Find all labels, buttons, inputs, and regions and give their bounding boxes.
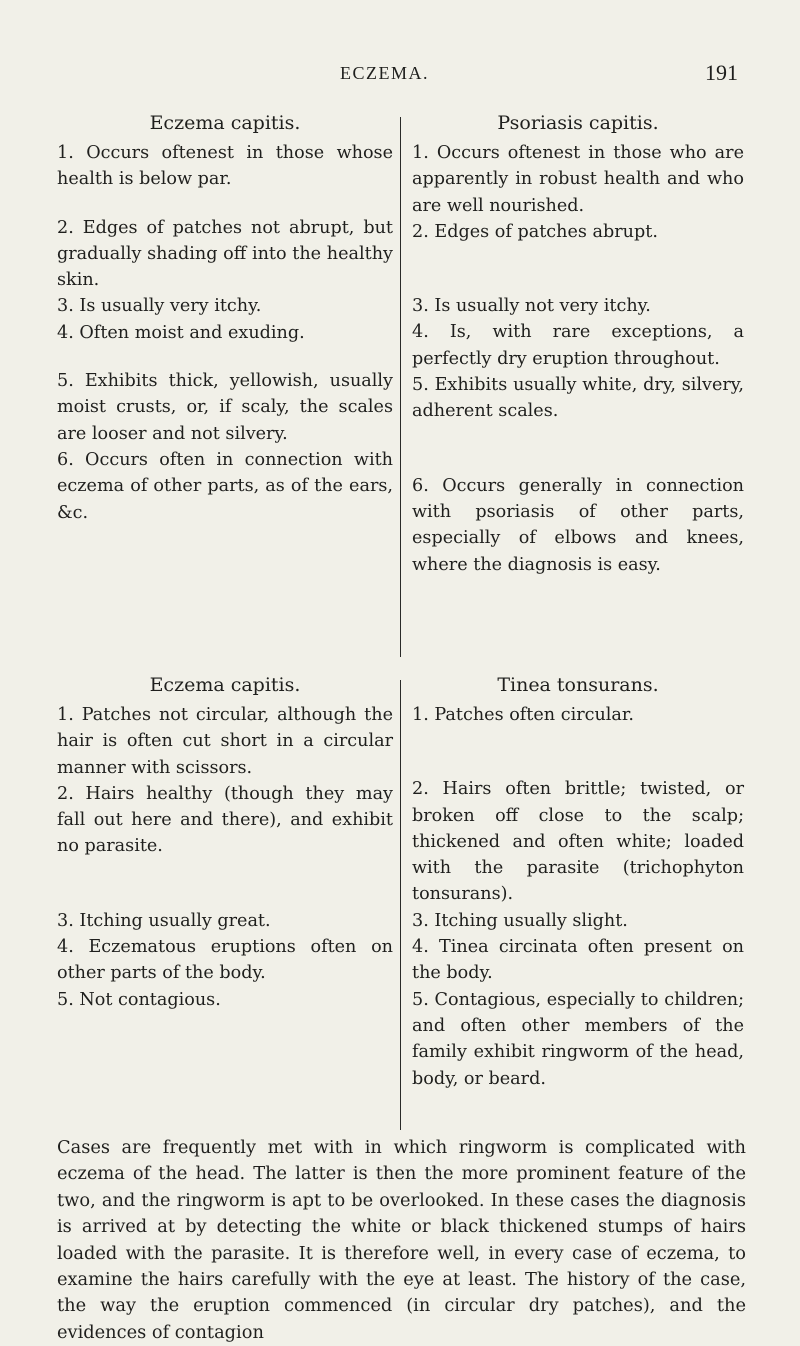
table2-right-item-3: 3. Itching usually slight. xyxy=(412,910,628,931)
table2-left-column xyxy=(57,672,393,1013)
page-header xyxy=(0,60,800,87)
table2-left-item-5: 5. Not contagious. xyxy=(57,989,221,1010)
table1-right-heading: Psoriasis capitis. xyxy=(497,112,659,134)
table2-right-item-5: 5. Contagious, especially to children; and often other members of the family exhibit ringworm of the head, body, or beard. xyxy=(412,989,744,1089)
table1-column-divider xyxy=(400,117,401,657)
table1-left-item-6: 6. Occurs often in connection with eczema of other parts, as of the ears, &c. xyxy=(57,449,393,523)
table2-left-item-2: 2. Hairs healthy (though they may fall out here and there), and exhibit no parasite. xyxy=(57,783,393,857)
table2-right-item-2: 2. Hairs often brittle; twisted, or broken off close to the scalp; thickened and often white; loaded with the parasite (trichophyton tonsurans). xyxy=(412,779,744,905)
table1-left-item-5: 5. Exhibits thick, yellowish, usually moist crusts, or, if scaly, the scales are looser and not silvery. xyxy=(57,371,393,444)
table2-right-item-4: 4. Tinea circinata often present on the body. xyxy=(412,937,744,984)
table2-left-item-4: 4. Eczematous eruptions often on other parts of the body. xyxy=(57,937,393,984)
table2-left-heading: Eczema capitis. xyxy=(149,674,301,696)
table1-right-item-2: 2. Edges of patches abrupt. xyxy=(412,221,658,242)
table2-right-heading: Tinea tonsurans. xyxy=(497,674,659,696)
table2-right-item-1: 1. Patches often circular. xyxy=(412,705,634,725)
table1-left-item-1: 1. Occurs oftenest in those whose health is below par. xyxy=(57,143,393,190)
table2-left-item-1: 1. Patches not circular, although the hair is often cut short in a circular manner with scissors. xyxy=(57,705,393,778)
table1-left-item-2: 2. Edges of patches not abrupt, but gradually shading off into the healthy skin. xyxy=(57,217,393,291)
table1-right-item-4: 4. Is, with rare exceptions, a perfectly dry eruption throughout. xyxy=(412,322,744,369)
table1-right-item-5: 5. Exhibits usually white, dry, silvery, adherent scales. xyxy=(412,375,744,422)
table1-right-item-1: 1. Occurs oftenest in those who are apparently in robust health and who are well nourished. xyxy=(412,143,744,216)
table2-left-item-3: 3. Itching usually great. xyxy=(57,910,271,931)
table2-column-divider xyxy=(400,680,401,1130)
body-paragraph xyxy=(57,1135,746,1346)
table1-left-heading: Eczema capitis. xyxy=(149,112,301,134)
table1-left-item-4: 4. Often moist and exuding. xyxy=(57,322,305,343)
table1-left-item-3: 3. Is usually very itchy. xyxy=(57,296,262,317)
table1-right-column xyxy=(412,110,744,578)
table1-right-item-6: 6. Occurs generally in connection with psoriasis of other parts, especially of elbows and knees, where the diagnosis is easy. xyxy=(412,475,744,575)
table2-right-column xyxy=(412,672,744,1092)
table1-left-column xyxy=(57,110,393,526)
page-number: 191 xyxy=(705,60,738,85)
table1-right-item-3: 3. Is usually not very itchy. xyxy=(412,296,651,317)
body-paragraph-text: Cases are frequently met with in which ringworm is complicated with eczema of the head. The latter is then the more prominent feature of the two, and the ringworm is apt to be overlooked. In these cases the diagnosis is arrived at by detecting the white or black thickened stumps of hairs loaded with the parasite. It is therefore well, in every case of eczema, to examine the hairs carefully with the eye at least. The history of the case, the way the eruption commenced (in circular dry patches), and the evidences of contagion xyxy=(57,1137,746,1343)
running-head: ECZEMA. xyxy=(340,63,429,83)
